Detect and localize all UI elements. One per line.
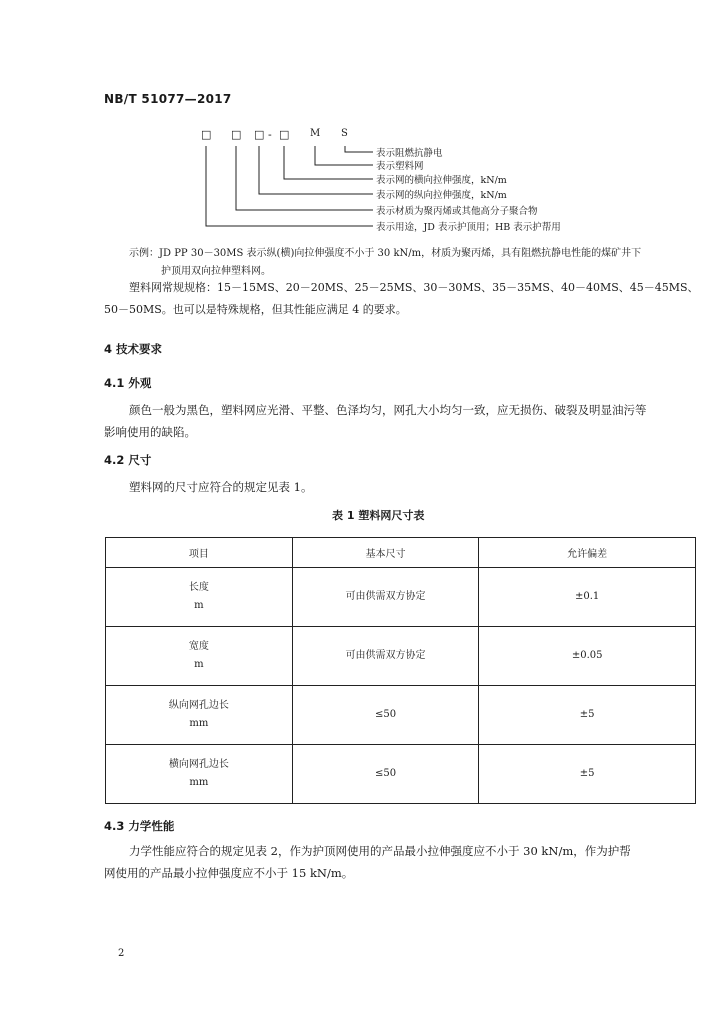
- code-label-material: 表示材质为聚丙烯或其他高分子聚合物: [376, 206, 538, 217]
- table-cell-item: [106, 745, 293, 804]
- code-char-box-3: □: [254, 128, 265, 141]
- section-4-3-title: 4.3 力学性能: [104, 819, 175, 833]
- table-row: [106, 686, 696, 745]
- code-char-box-1: □: [201, 128, 212, 141]
- item-name: 长度: [188, 582, 209, 593]
- table-cell-tolerance: ±0.05: [479, 627, 696, 686]
- table-cell-tolerance: ±5: [479, 745, 696, 804]
- table-row: [106, 745, 696, 804]
- code-char-box-4: □: [279, 128, 290, 141]
- code-structure-diagram: [190, 126, 710, 244]
- section-4-3-line-2: 网使用的产品最小拉伸强度应不小于 15 kN/m。: [104, 866, 354, 880]
- table-header-cell: 基本尺寸: [292, 538, 479, 568]
- table-header-row: [106, 538, 696, 568]
- item-unit: mm: [189, 718, 209, 729]
- section-4-1-line-2: 影响使用的缺陷。: [104, 425, 196, 439]
- table-row: [106, 627, 696, 686]
- section-4-1-title: 4.1 外观: [104, 376, 152, 390]
- table-cell-tolerance: ±0.1: [479, 568, 696, 627]
- item-name: 宽度: [188, 641, 209, 652]
- table-cell-tolerance: ±5: [479, 686, 696, 745]
- code-char-box-2: □: [231, 128, 242, 141]
- item-name: 纵向网孔边长: [168, 700, 229, 711]
- code-label-antistatic: 表示阻燃抗静电: [376, 148, 443, 159]
- table-cell-basic: ≤50: [292, 686, 479, 745]
- code-label-usage: 表示用途，JD 表示护顶用；HB 表示护帮用: [376, 222, 561, 233]
- code-label-longitudinal-strength: 表示网的纵向拉伸强度，kN/m: [376, 190, 507, 201]
- table-cell-item: [106, 627, 293, 686]
- dimension-table: [105, 537, 696, 804]
- table-cell-basic: 可由供需双方协定: [292, 568, 479, 627]
- document-id-header: NB/T 51077—2017: [104, 92, 232, 106]
- table-row: [106, 568, 696, 627]
- code-char-s: S: [341, 128, 348, 139]
- code-label-transverse-strength: 表示网的横向拉伸强度，kN/m: [376, 175, 507, 186]
- table-cell-item: [106, 568, 293, 627]
- specs-line-2: 50－50MS。也可以是特殊规格，但其性能应满足 4 的要求。: [104, 303, 407, 316]
- table-header-cell: 项目: [106, 538, 293, 568]
- table-cell-basic: 可由供需双方协定: [292, 627, 479, 686]
- code-char-dash: -: [268, 128, 272, 141]
- example-line-2: 护顶用双向拉伸塑料网。: [161, 266, 271, 277]
- section-4-2-text: 塑料网的尺寸应符合的规定见表 1。: [129, 480, 313, 494]
- item-unit: m: [194, 600, 204, 611]
- section-4-2-title: 4.2 尺寸: [104, 453, 152, 467]
- item-unit: m: [194, 659, 204, 670]
- specs-line-1: 塑料网常规规格：15－15MS、20－20MS、25－25MS、30－30MS、35－35MS、40－40MS、45－45MS、: [129, 281, 699, 294]
- section-4-title: 4 技术要求: [104, 342, 163, 356]
- item-unit: mm: [189, 777, 209, 788]
- table-cell-item: [106, 686, 293, 745]
- page-number: 2: [118, 948, 125, 959]
- example-line-1: 示例：JD PP 30－30MS 表示纵(横)向拉伸强度不小于 30 kN/m，材质为聚丙烯，具有阻燃抗静电性能的煤矿井下: [129, 248, 642, 259]
- code-char-m: M: [310, 128, 321, 139]
- table-cell-basic: ≤50: [292, 745, 479, 804]
- table-1-caption: 表 1 塑料网尺寸表: [332, 509, 425, 522]
- table-header-cell: 允许偏差: [479, 538, 696, 568]
- item-name: 横向网孔边长: [168, 759, 229, 770]
- code-label-plastic-net: 表示塑料网: [376, 161, 424, 172]
- section-4-1-line-1: 颜色一般为黑色，塑料网应光滑、平整、色泽均匀，网孔大小均匀一致，应无损伤、破裂及明显油污等: [129, 403, 647, 417]
- section-4-3-line-1: 力学性能应符合的规定见表 2，作为护顶网使用的产品最小拉伸强度应不小于 30 kN/m，作为护帮: [129, 844, 631, 858]
